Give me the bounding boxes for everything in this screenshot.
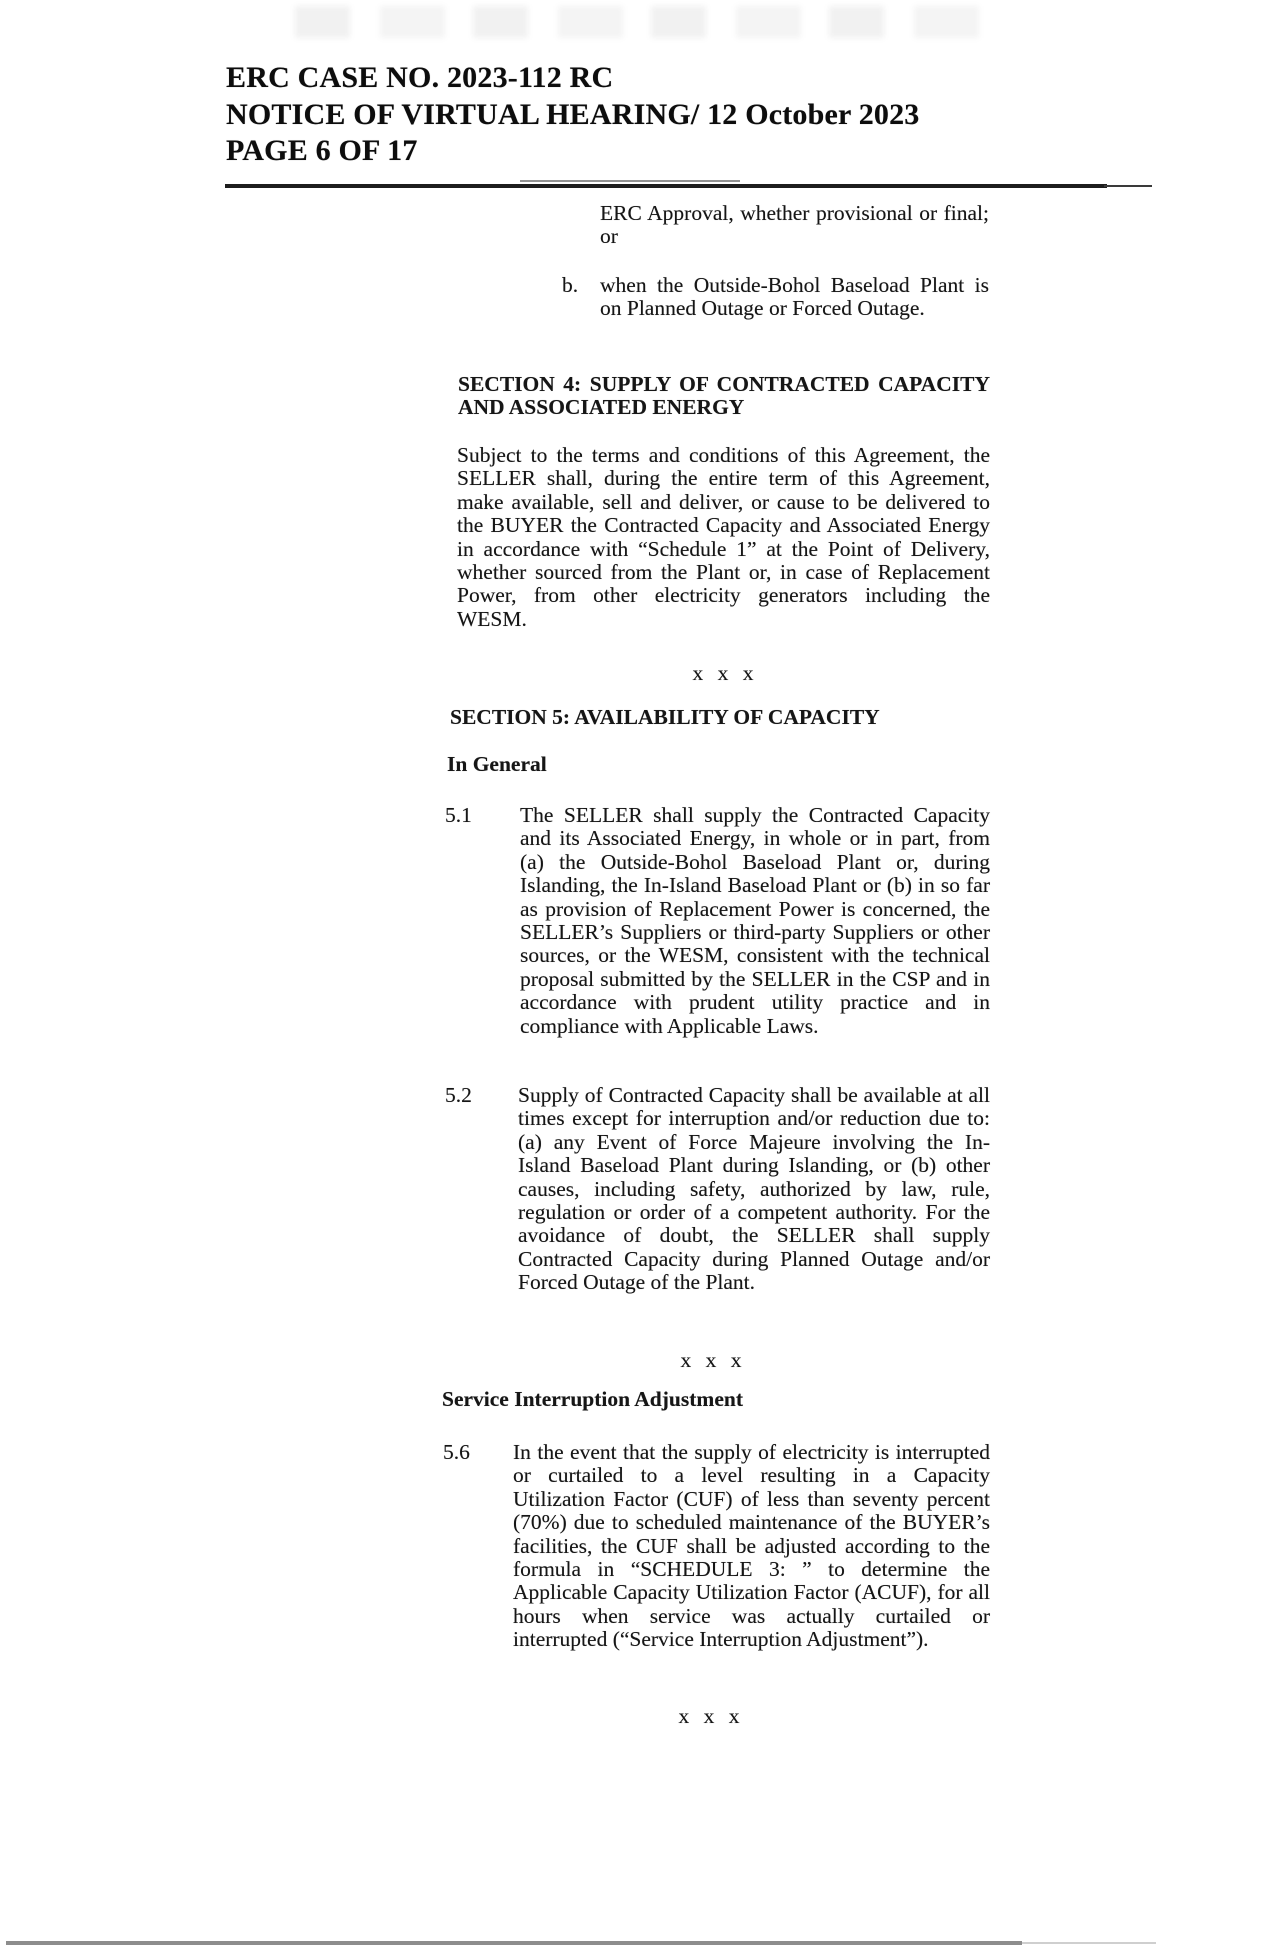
section-4-paragraph: Subject to the terms and conditions of this Agreement, the SELLER shall, during the entire term of this Agreement, make available, sell and deliver, or cause to be delivered to the BUYER the Contracted Capacity and Associated Energy in accordance with “Schedule 1” at the Point of Delivery, whether sourced from the Plant or, in case of Replacement Power, from other electricity generators including the WESM. xyxy=(457,443,990,631)
section-5-heading: SECTION 5: AVAILABILITY OF CAPACITY xyxy=(450,705,880,729)
header-title: NOTICE OF VIRTUAL HEARING/ 12 October 2023 xyxy=(226,97,920,131)
list-item-text: ERC Approval, whether provisional or final; or xyxy=(600,201,989,249)
header-page-number: PAGE 6 OF 17 xyxy=(226,134,418,167)
clause-5-6 xyxy=(443,1441,990,1652)
in-general-subheading: In General xyxy=(447,752,547,776)
clause-5-1 xyxy=(445,804,990,1038)
clause-number: 5.6 xyxy=(443,1440,470,1464)
header-case-number: ERC CASE NO. 2023-112 RC xyxy=(226,61,614,94)
section-separator: x x x xyxy=(692,661,755,685)
clause-text: Supply of Contracted Capacity shall be available at all times except for interruption and/or reduction due to: (a) any Event of Force Majeure involving the In-Island Baseload Plant during Islanding, or (b) other causes, including safety, authorized by law, rule, regulation or order of a competent authority. For the avoidance of doubt, the SELLER shall supply Contracted Capacity during Planned Outage and/or Forced Outage of the Plant. xyxy=(518,1083,990,1295)
clause-5-2 xyxy=(445,1084,990,1295)
header-rule-smudge xyxy=(520,180,740,182)
list-item xyxy=(562,273,989,321)
clause-text: The SELLER shall supply the Contracted Capacity and its Associated Energy, in whole or in part, from (a) the Outside-Bohol Baseload Plant or, during Islanding, the In-Island Baseload Plant or (b) in so far as provision of Replacement Power is concerned, the SELLER’s Suppliers or third-party Suppliers or other sources, or the WESM, consistent with the technical proposal submitted by the SELLER in the CSP and in accordance with prudent utility practice and in compliance with Applicable Laws. xyxy=(520,803,990,1038)
scan-edge-line xyxy=(6,1941,1022,1945)
service-interruption-subheading: Service Interruption Adjustment xyxy=(442,1387,743,1411)
clause-number: 5.1 xyxy=(445,803,472,827)
scan-bleed-artifact xyxy=(295,6,1005,38)
list-item-text: when the Outside-Bohol Baseload Plant is on Planned Outage or Forced Outage. xyxy=(600,273,989,321)
section-separator: x x x xyxy=(680,1348,743,1372)
list-item-marker: b. xyxy=(562,273,579,297)
clause-number: 5.2 xyxy=(445,1083,472,1107)
header-rule-extension xyxy=(1104,185,1152,187)
scan-edge-line-faint xyxy=(1022,1942,1156,1944)
section-4-heading: SECTION 4: SUPPLY OF CONTRACTED CAPACITY AND ASSOCIATED ENERGY xyxy=(458,372,990,420)
section-separator: x x x xyxy=(678,1704,741,1728)
page-header xyxy=(226,60,1126,170)
header-rule xyxy=(225,184,1107,188)
list-item xyxy=(600,202,989,249)
clause-text: In the event that the supply of electricity is interrupted or curtailed to a level resulting in a Capacity Utilization Factor (CUF) of less than seventy percent (70%) due to scheduled maintenance of the BUYER’s facilities, the CUF shall be adjusted according to the formula in “SCHEDULE 3: ” to determine the Applicable Capacity Utilization Factor (ACUF), for all hours when service was actually curtailed or interrupted (“Service Interruption Adjustment”). xyxy=(513,1440,990,1652)
